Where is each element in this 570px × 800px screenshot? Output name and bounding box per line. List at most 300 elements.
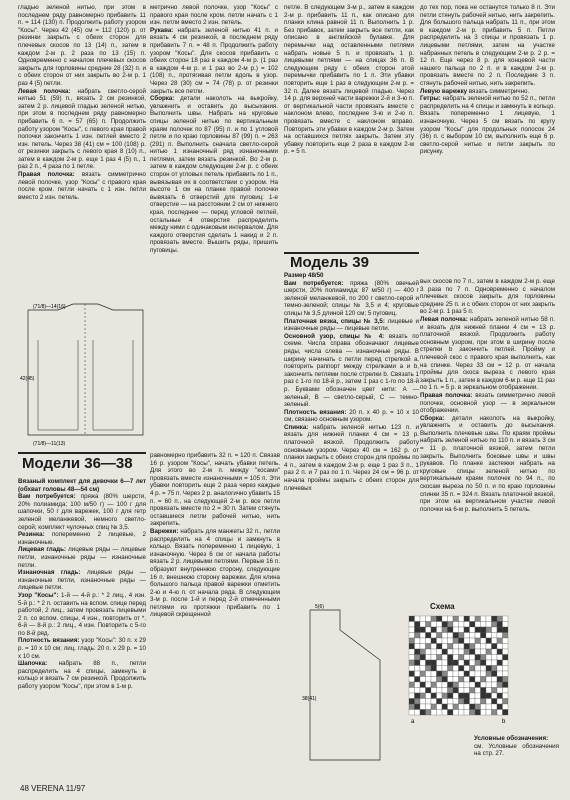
chart-cell bbox=[459, 638, 465, 644]
sleeves-text: набрать зеленой нитью 41 п. и вязать 4 см резинкой, в последнем ряду прибавить 7 п. = 48 п. Продолжить работу узором "Косы". Для скосов прибавить с обеих сторон 18 раз в каждом 4-м р. (1 раз в каждом 4-м р. и 1 раз во 2-м р.) = 102 (108) п., протягивая петли вдоль в узор. Через 28 (30) см = 74 (78) р. от резинки закрыть все петли. bbox=[150, 26, 278, 95]
chart-cell bbox=[481, 655, 487, 661]
chart-cell bbox=[442, 649, 448, 655]
chart-cell bbox=[420, 693, 426, 699]
chart-cell bbox=[409, 688, 415, 694]
m36-hat-title: Шапочка: bbox=[18, 660, 48, 668]
chart-cell bbox=[453, 655, 459, 661]
chart-cell bbox=[497, 649, 503, 655]
chart-cell bbox=[497, 622, 503, 628]
m39-left-title: Левая полочка: bbox=[420, 315, 468, 323]
chart-cell bbox=[470, 644, 476, 650]
chart-cell bbox=[437, 660, 443, 666]
chart-cell bbox=[475, 671, 481, 677]
chart-cell bbox=[459, 682, 465, 688]
chart-cell bbox=[437, 666, 443, 672]
chart-cell bbox=[442, 693, 448, 699]
chart-cell bbox=[481, 644, 487, 650]
chart-cell bbox=[437, 638, 443, 644]
chart-cell bbox=[492, 666, 498, 672]
chart-cell bbox=[470, 627, 476, 633]
m39-right: вязать симметрично левой полочке, основной узор — в зеркальном отображении. bbox=[420, 391, 555, 415]
chart-cell bbox=[415, 671, 421, 677]
chart-cell bbox=[409, 622, 415, 628]
chart-cell bbox=[470, 688, 476, 694]
chart-cell bbox=[459, 677, 465, 683]
chart-cell bbox=[481, 616, 487, 622]
chart-cell bbox=[492, 627, 498, 633]
models3638-subtitle: Вязаный комплект для девочки 6—7 лет (обхват головы 48—54 см) bbox=[18, 478, 146, 493]
chart-cell bbox=[448, 699, 454, 705]
chart-cell bbox=[426, 704, 432, 710]
chart-cell bbox=[415, 710, 421, 716]
chart-cell bbox=[431, 710, 437, 716]
knitting-chart bbox=[395, 612, 525, 732]
chart-cell bbox=[409, 616, 415, 622]
chart-cell bbox=[486, 688, 492, 694]
chart-cell bbox=[486, 666, 492, 672]
chart-cell bbox=[453, 688, 459, 694]
chart-cell bbox=[486, 638, 492, 644]
model39-base: вязать по схеме. Числа справа обозначают лицевые ряды, числа слева — изнаночные ряды. В ширину начинать с петли перед стрелкой а, повторить раппорт между стрелками а и b, закончить петлями после стрелки b. Связать 1 раз с 1-го по 18-й р., затем 1 раз с 1-го по 18-й р. Буквами обозначен цвет нити: A — зеленый, В — светло-серый, С — темно-зеленый. bbox=[284, 332, 419, 409]
chart-cell bbox=[475, 677, 481, 683]
page-footer: 48 VERENA 11/97 bbox=[20, 784, 86, 793]
chart-cell bbox=[442, 655, 448, 661]
chart-cell bbox=[448, 710, 454, 716]
chart-cell bbox=[453, 699, 459, 705]
chart-cell bbox=[415, 616, 421, 622]
chart-cell bbox=[497, 671, 503, 677]
chart-cell bbox=[448, 616, 454, 622]
chart-cell bbox=[437, 655, 443, 661]
chart-cell bbox=[448, 682, 454, 688]
m36-purl: лицевые ряды — изнаночные петли, изнаночные ряды — лицевые петли. bbox=[18, 569, 146, 592]
chart-cell bbox=[497, 710, 503, 716]
col2-lower bbox=[150, 452, 280, 778]
chart-cell bbox=[464, 682, 470, 688]
chart-cell bbox=[492, 682, 498, 688]
chart-cell bbox=[426, 688, 432, 694]
chart-cell bbox=[464, 699, 470, 705]
chart-cell bbox=[459, 693, 465, 699]
chart-cell bbox=[492, 693, 498, 699]
chart-cell bbox=[426, 671, 432, 677]
chart-cell bbox=[426, 682, 432, 688]
chart-cell bbox=[437, 710, 443, 716]
chart-cell bbox=[497, 704, 503, 710]
chart-cell bbox=[486, 693, 492, 699]
chart-cell bbox=[437, 682, 443, 688]
chart-cell bbox=[497, 633, 503, 639]
model39-flat: лицевые и изнаночные ряды — лицевые петли. bbox=[284, 317, 419, 333]
chart-cell bbox=[475, 688, 481, 694]
chart-cell bbox=[442, 627, 448, 633]
chart-cell bbox=[492, 622, 498, 628]
chart-cell bbox=[503, 616, 509, 622]
chart-cell bbox=[475, 710, 481, 716]
chart-cell bbox=[448, 677, 454, 683]
chart-cell bbox=[481, 633, 487, 639]
chart-cell bbox=[420, 677, 426, 683]
chart-cell bbox=[409, 704, 415, 710]
chart-cell bbox=[481, 622, 487, 628]
chart-cell bbox=[503, 688, 509, 694]
col2-lower-text1: равномерно прибавить 32 п. = 120 п. Связав 16 р. узором "Косы", начать убавки петель. Для этого во 2-м п. между "косами" провязать вместе изнаночными = 105 п. Эти убавки повторить еще 2 раза через каждые 4 р. = 75 п. Через 2 р. аналогично убавить 15 п. = 60 п., на следующей 2-м р. все петли провязать вместе по 2 = 30 п. Затем стянуть оставшиеся петли рабочей нитью, нить закрепить. bbox=[150, 452, 280, 528]
model39-need: пряжа (80% овечьей шерсти, 20% полиамида; 87 м/50 г) — 400 г зеленой меланжевой, по 200 г светло-серой и темно-зеленой; спицы № 3,5 и 4; круговые спицы № 3,5 длиной 120 см; 5 пуговиц. bbox=[284, 279, 419, 317]
chart-cell bbox=[492, 677, 498, 683]
chart-cell bbox=[503, 682, 509, 688]
chart-cell bbox=[464, 655, 470, 661]
sleeves-title: Рукава: bbox=[150, 26, 174, 34]
chart-cell bbox=[481, 682, 487, 688]
chart-cell bbox=[442, 682, 448, 688]
chart-cell bbox=[503, 638, 509, 644]
chart-cell bbox=[409, 710, 415, 716]
chart-cell bbox=[409, 671, 415, 677]
chart-cell bbox=[415, 644, 421, 650]
chart-cell bbox=[486, 655, 492, 661]
chart-cell bbox=[470, 616, 476, 622]
chart-cell bbox=[486, 699, 492, 705]
left-shelf-text: набрать светло-серой нитью 51 (59) п., вязать 2 см резинкой, затем 2 р. лицевой гладью зеленой нитью, при этом в последнем ряду равномерно прибавить 6 п. = 57 (65) п. Продолжить работу узором "Косы", с левого края правой полочки закончить 1 изн. петлей вместо 2 изн. петель. Через 38 (41) см = 100 (108) р. от резинки закрыть с левого края 8 (10) п., затем в каждом 2-м р. еще 1 раз 4 (5) п., 1 раз 2 п., 4 раза по 1 петле. bbox=[18, 87, 146, 171]
chart-cell bbox=[503, 655, 509, 661]
chart-cell bbox=[470, 660, 476, 666]
chart-cell bbox=[497, 616, 503, 622]
chart-cell bbox=[486, 682, 492, 688]
chart-cell bbox=[426, 644, 432, 650]
chart-cell bbox=[426, 693, 432, 699]
chart-cell bbox=[459, 655, 465, 661]
m36-face: лицевые ряды — лицевые петли, изнаночные ряды — изнаночные петли. bbox=[18, 546, 146, 569]
gaiters-text: набрать зеленой нитью по 52 п., петли распределить на 4 спицы и замкнуть в кольцо. Вязать попеременно 1 лицевую, 1 изнаночную. Через 5 см вязать по кругу узором "Косы" для продольных полосок 24 (36) п. с выбором 10 см, выполнить еще 6 р. светло-серой нитью и петли закрыть по рисунку. bbox=[420, 95, 555, 156]
chart-cell bbox=[420, 660, 426, 666]
chart-cell bbox=[420, 622, 426, 628]
model39-need-title: Вам потребуется: bbox=[284, 279, 344, 287]
chart-cell bbox=[409, 666, 415, 672]
chart-cell bbox=[497, 644, 503, 650]
m39-right-title: Правая полочка: bbox=[420, 391, 473, 399]
chart-cell bbox=[475, 666, 481, 672]
chart-cell bbox=[437, 616, 443, 622]
chart-cell bbox=[464, 638, 470, 644]
chart-cell bbox=[437, 699, 443, 705]
model39-density: 20 п. х 40 р. = 10 х 10 см, связано основным узором. bbox=[284, 408, 419, 424]
chart-cell bbox=[431, 660, 437, 666]
chart-cell bbox=[459, 710, 465, 716]
chart-cell bbox=[409, 644, 415, 650]
chart-cell bbox=[431, 622, 437, 628]
chart-cell bbox=[415, 666, 421, 672]
chart-cell bbox=[420, 704, 426, 710]
m36-purl-title: Изнаночная гладь: bbox=[18, 569, 81, 577]
chart-cell bbox=[415, 649, 421, 655]
chart-cell bbox=[409, 693, 415, 699]
chart-cell bbox=[486, 710, 492, 716]
chart-cell bbox=[492, 616, 498, 622]
chart-cell bbox=[497, 638, 503, 644]
chart-cell bbox=[426, 655, 432, 661]
chart-cell bbox=[448, 704, 454, 710]
chart-cell bbox=[437, 649, 443, 655]
chart-cell bbox=[453, 671, 459, 677]
right-shelf-title: Правая полочка: bbox=[18, 171, 75, 179]
chart-cell bbox=[453, 704, 459, 710]
models3638-title: Модели 36—38 bbox=[22, 455, 133, 472]
chart-cell bbox=[420, 688, 426, 694]
chart-cell bbox=[448, 633, 454, 639]
left-shelf-title: Левая полочка: bbox=[18, 87, 71, 95]
chart-cell bbox=[503, 633, 509, 639]
chart-cell bbox=[442, 660, 448, 666]
chart-cell bbox=[442, 633, 448, 639]
m36-braid-title: Узор "Косы": bbox=[18, 591, 59, 599]
chart-cell bbox=[503, 666, 509, 672]
chart-cell bbox=[503, 671, 509, 677]
chart-cell bbox=[442, 710, 448, 716]
chart-cell bbox=[475, 704, 481, 710]
chart-cell bbox=[486, 649, 492, 655]
chart-arrow-b-label: b bbox=[502, 719, 506, 725]
chart-cell bbox=[464, 704, 470, 710]
model39-body bbox=[284, 272, 419, 597]
schema-title: Схема bbox=[430, 602, 455, 611]
chart-cell bbox=[464, 622, 470, 628]
chart-cell bbox=[415, 688, 421, 694]
chart-cell bbox=[431, 627, 437, 633]
chart-cell bbox=[437, 671, 443, 677]
chart-cell bbox=[470, 671, 476, 677]
chart-cell bbox=[492, 671, 498, 677]
chart-cell bbox=[459, 649, 465, 655]
chart-cell bbox=[453, 622, 459, 628]
chart-cell bbox=[420, 649, 426, 655]
chart-cell bbox=[415, 627, 421, 633]
chart-cell bbox=[470, 693, 476, 699]
chart-cell bbox=[426, 649, 432, 655]
chart-cell bbox=[442, 644, 448, 650]
chart-cell bbox=[459, 622, 465, 628]
chart-cell bbox=[448, 638, 454, 644]
pattern2-top-label: 5(6) bbox=[315, 604, 324, 610]
chart-cell bbox=[475, 644, 481, 650]
pattern-diagram-shelf bbox=[300, 600, 390, 770]
model39-base-title: Основной узор, спицы № 4: bbox=[284, 332, 385, 340]
m36-rib: попеременно 2 лицевые, 2 изнаночные. bbox=[18, 531, 146, 546]
chart-cell bbox=[437, 627, 443, 633]
chart-cell bbox=[448, 688, 454, 694]
chart-cell bbox=[409, 655, 415, 661]
chart-cell bbox=[426, 616, 432, 622]
chart-cell bbox=[503, 649, 509, 655]
chart-cell bbox=[464, 616, 470, 622]
chart-cell bbox=[464, 677, 470, 683]
chart-cell bbox=[486, 677, 492, 683]
chart-cell bbox=[470, 655, 476, 661]
chart-cell bbox=[426, 622, 432, 628]
chart-cell bbox=[475, 699, 481, 705]
chart-cell bbox=[503, 693, 509, 699]
model39-flat-title: Платочная вязка, спицы № 3,5: bbox=[284, 317, 385, 325]
chart-cell bbox=[453, 710, 459, 716]
chart-cell bbox=[486, 660, 492, 666]
chart-cell bbox=[431, 649, 437, 655]
chart-cell bbox=[420, 627, 426, 633]
chart-cell bbox=[453, 644, 459, 650]
chart-cell bbox=[464, 627, 470, 633]
chart-cell bbox=[497, 660, 503, 666]
chart-cell bbox=[492, 704, 498, 710]
chart-cell bbox=[459, 627, 465, 633]
chart-cell bbox=[409, 627, 415, 633]
chart-cell bbox=[459, 671, 465, 677]
chart-cell bbox=[497, 682, 503, 688]
chart-cell bbox=[459, 616, 465, 622]
chart-cell bbox=[437, 704, 443, 710]
chart-cell bbox=[437, 688, 443, 694]
chart-cell bbox=[481, 693, 487, 699]
chart-cell bbox=[481, 699, 487, 705]
chart-cell bbox=[475, 638, 481, 644]
chart-cell bbox=[464, 660, 470, 666]
chart-cell bbox=[426, 638, 432, 644]
chart-cell bbox=[470, 649, 476, 655]
chart-cell bbox=[420, 710, 426, 716]
chart-cell bbox=[475, 660, 481, 666]
chart-cell bbox=[437, 677, 443, 683]
chart-cell bbox=[415, 677, 421, 683]
chart-cell bbox=[420, 616, 426, 622]
chart-cell bbox=[426, 660, 432, 666]
chart-cell bbox=[503, 677, 509, 683]
chart-cell bbox=[448, 666, 454, 672]
chart-cell bbox=[437, 633, 443, 639]
models3638-rule bbox=[18, 452, 146, 454]
chart-cell bbox=[431, 688, 437, 694]
chart-cell bbox=[475, 693, 481, 699]
chart-cell bbox=[475, 655, 481, 661]
col1-upper bbox=[18, 4, 146, 299]
chart-cell bbox=[503, 699, 509, 705]
chart-cell bbox=[442, 699, 448, 705]
chart-cell bbox=[492, 699, 498, 705]
m36-need: пряжа (80% шерсти, 20% полиамида; 100 м/50 г) — 100 г для шапочки, 50 г для варежек, 100 г для гетр зеленой меланжевой, немного светло-серой; комплект чулочных спиц № 3,5. bbox=[18, 493, 146, 531]
chart-cell bbox=[437, 693, 443, 699]
legend-block bbox=[474, 735, 559, 780]
chart-cell bbox=[470, 699, 476, 705]
chart-cell bbox=[453, 649, 459, 655]
chart-cell bbox=[453, 638, 459, 644]
chart-cell bbox=[481, 638, 487, 644]
model39-back-title: Спинка: bbox=[284, 423, 309, 431]
chart-cell bbox=[492, 638, 498, 644]
col3-text1: петле. В следующем 3-м р., затем в каждом 2-м р. прибавить 11 п., как описано для планки клина равной 11 п. Выполнить 1 р. Без прибавок, затем закрыть все петли, как описано в английской булавке. Для перемычки над оставленными петлями набрать новые 5 п. и провязать 1 р. лицевыми петлями — на спицах 36 п. В следующем ряду с обеих сторон этой перемычки прибавить по 1 п. Эти убавки повторить еще 1 раз в следующем 2-м р. = 32 п. Далее вязать лицевой гладью. Через 14 р. для верхней части варежки 2-й и 3-ю п. от вертикальной части провязать вместе с наклоном влево, последние 3-ю и 2-ю п. провязать вместе с наклоном вправо. Повторить эти убавки в каждом 2-м р. Затем на оставшихся петлях закрыть. Затем эту убавку повторить еще 2 раза в каждом 2-м р. = 5 п. bbox=[284, 4, 414, 156]
chart-cell bbox=[486, 671, 492, 677]
m39-left: набрать зеленой нитью 58 п. и вязать для нижней планки 4 см = 13 р. платочной вязкой. Продолжить работу основным узором, при этом в ширину после стрелки b закончить петлей. Пройму и плечевой скос с правого края выполнить, как на спинке. Через 33 см = 12 р. от начала проймы для скоса выреза с левого края закрыть 1 п., затем в каждом 6-м р. еще 11 раз по 1 п. = 5 р. в зеркальном отображении. bbox=[420, 315, 555, 392]
chart-cell bbox=[475, 622, 481, 628]
chart-cell bbox=[442, 677, 448, 683]
m39-assembly: детали наколоть на выкройку, увлажнить и оставить до высыхания. Выполнить плечевые швы. По краям проймы набрать зеленой нитью по 110 п. и вязать 3 см = 11 р. платочной вязкой, затем петли закрыть. Выполнить боковые швы и швы рукавов. По планке застежки набрать на круговые спицы зеленой нитью по вертикальным краям полочек по 94 п., по скосам выреза по 50 п. и по краю горловины спинки 35 п. = 324 п. Вязать платочной вязкой, при этом на вертикальном участке левой полочки на 6-м р. выполнить 5 петель. bbox=[420, 414, 555, 513]
chart-cell bbox=[503, 627, 509, 633]
chart-cell bbox=[431, 655, 437, 661]
chart-cell bbox=[431, 704, 437, 710]
chart-cell bbox=[470, 666, 476, 672]
pattern1-top-label: (71/8)—14(16) bbox=[33, 304, 66, 310]
chart-cell bbox=[464, 688, 470, 694]
chart-cell bbox=[492, 660, 498, 666]
chart-cell bbox=[503, 660, 509, 666]
model39-density-title: Плотность вязания: bbox=[284, 408, 347, 416]
chart-cell bbox=[420, 655, 426, 661]
chart-cell bbox=[481, 627, 487, 633]
chart-cell bbox=[459, 633, 465, 639]
pattern2-side-label: 38(41) bbox=[302, 696, 317, 702]
chart-cell bbox=[448, 655, 454, 661]
pattern-diagram-back bbox=[18, 300, 148, 450]
chart-cell bbox=[481, 688, 487, 694]
chart-cell bbox=[492, 633, 498, 639]
left-mitten-text: вязать симметрично. bbox=[468, 87, 530, 95]
chart-cell bbox=[431, 616, 437, 622]
chart-cell bbox=[453, 682, 459, 688]
chart-cell bbox=[470, 633, 476, 639]
chart-cell bbox=[448, 671, 454, 677]
chart-cell bbox=[431, 677, 437, 683]
chart-cell bbox=[481, 666, 487, 672]
chart-cell bbox=[464, 671, 470, 677]
chart-cell bbox=[415, 660, 421, 666]
assembly-title: Сборка: bbox=[150, 95, 175, 103]
chart-cell bbox=[415, 622, 421, 628]
chart-cell bbox=[442, 704, 448, 710]
chart-cell bbox=[453, 633, 459, 639]
assembly-text: детали наколоть на выкройку, увлажнить и оставить до высыхания. Выполнить швы. Набрать на круговые спицы зеленой нитью по вертикальным краям полочек по 87 (95) п. и по 1 угловой петле и по краю горловины 87 (99) п. = 263 (291) п. Выполнить сначала светло-серой нитью 1 изнаночный ряд изнаночными петлями, затем вязать резинкой. Во 2-м р. затем в каждом следующем 2-м р. с обеих сторон от угловых петель прибавить по 1 п., вывязывая их в соответствии с узором. На высоте 1 см на планке правой полочки вывязать 6 отверстий для пуговиц: 1-е отверстие — на расстоянии 2 см от нижнего края, последнее — перед угловой петлей, остальные 4 отверстия распределить между ними с одинаковым интервалом. Для каждого отверстия сделать 1 накид и 2 п. провязать вместе. Вышить ряды, пришить пуговицы. bbox=[150, 95, 278, 254]
chart-cell bbox=[464, 666, 470, 672]
col4-upper bbox=[420, 4, 555, 274]
chart-cell bbox=[475, 682, 481, 688]
chart-cell bbox=[426, 666, 432, 672]
m39-assembly-title: Сборка: bbox=[420, 414, 445, 422]
chart-cell bbox=[453, 666, 459, 672]
chart-cell bbox=[470, 704, 476, 710]
chart-cell bbox=[409, 682, 415, 688]
chart-cell bbox=[464, 644, 470, 650]
m36-need-title: Вам потребуется: bbox=[18, 493, 76, 501]
chart-cell bbox=[475, 616, 481, 622]
col4-lower-text1: вых скосов по 7 п., затем в каждом 2-м р. еще 3 раза по 7 п. Одновременно с началом плечевых скосов закрыть для горловины средние 25 п. и с обеих сторон от них закрыть во 2-м р. 1 раз 5 п. bbox=[420, 278, 555, 316]
pattern1-side-label: 42(45) bbox=[20, 376, 35, 382]
chart-cell bbox=[486, 622, 492, 628]
chart-cell bbox=[497, 688, 503, 694]
chart-cell bbox=[409, 699, 415, 705]
chart-cell bbox=[486, 704, 492, 710]
model39-back: набрать зеленой нитью 123 п. и вязать для нижней планки 4 см = 13 р. платочной вязкой. Продолжить работу основным узором. Через 40 см = 162 р. от планки закрыть с обеих сторон для проймы по 4 п., затем в каждом 2-м р. еще 1 раз 3 п., 1 раз 2 п. и 7 раз по 1 п. Через 24 см = 96 р. от начала проймы закрыть с обеих сторон для плечевых bbox=[284, 423, 419, 492]
chart-cell bbox=[409, 677, 415, 683]
chart-cell bbox=[426, 677, 432, 683]
chart-cell bbox=[453, 616, 459, 622]
chart-cell bbox=[420, 633, 426, 639]
chart-cell bbox=[453, 677, 459, 683]
chart-cell bbox=[442, 638, 448, 644]
chart-cell bbox=[453, 660, 459, 666]
chart-cell bbox=[420, 644, 426, 650]
chart-cell bbox=[497, 655, 503, 661]
chart-cell bbox=[453, 627, 459, 633]
chart-cell bbox=[431, 633, 437, 639]
chart-cell bbox=[492, 644, 498, 650]
chart-cell bbox=[431, 671, 437, 677]
chart-cell bbox=[497, 677, 503, 683]
chart-cell bbox=[459, 644, 465, 650]
legend-text: см. Условные обозначения на стр. 27. bbox=[474, 742, 559, 758]
